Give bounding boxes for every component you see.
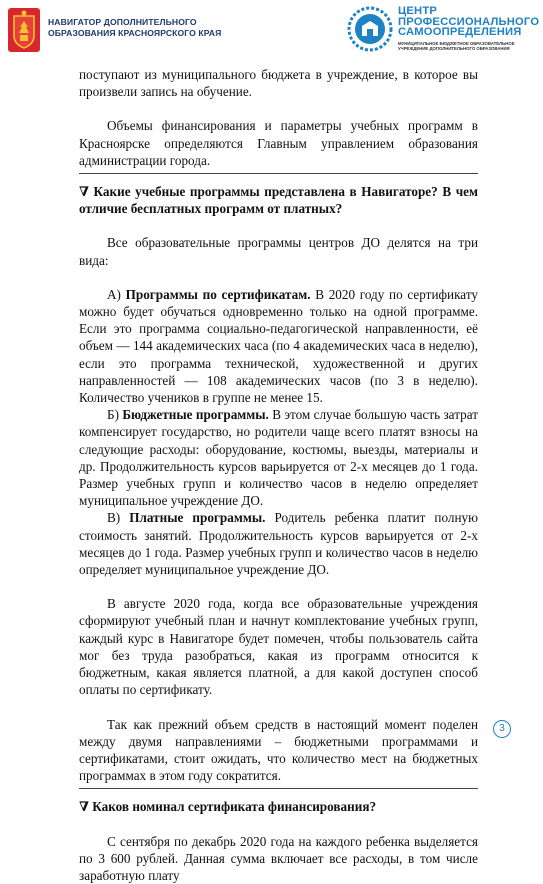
list-marker: В) — [107, 510, 130, 526]
list-item-b — [79, 406, 478, 509]
list-item-title: Бюджетные программы. — [122, 407, 269, 423]
list-marker: А) — [107, 286, 126, 302]
list-marker: Б) — [107, 407, 123, 423]
paragraph: Все образовательные программы центров ДО делятся на три вида: — [79, 235, 478, 268]
list-item-a — [79, 286, 478, 406]
list-item-title: Платные программы. — [129, 510, 266, 526]
cps-title-line2: ПРОФЕССИОНАЛЬНОГО — [398, 15, 540, 28]
cps-logo-icon — [347, 6, 393, 52]
list-item-title: Программы по сертификатам. — [125, 286, 311, 302]
navigator-title-line2: ОБРАЗОВАНИЯ КРАСНОЯРСКОГО КРАЯ — [48, 28, 222, 38]
cps-title — [398, 6, 539, 51]
cps-title-line3: САМООПРЕДЕЛЕНИЯ — [398, 26, 522, 39]
navigator-title — [48, 17, 221, 39]
paragraph: Так как прежний объем средств в настоящий момент поделен между двумя направлениями – бюджетными программами и сертификатами, стоит ожидать, что количество мест на бюджетных программах в этом году сократится. — [79, 716, 478, 784]
question-heading: ∇ Каков номинал сертификата финансирования? — [79, 799, 377, 815]
list-item-text: Родитель ребенка платит полную стоимость занятий. Продолжительность курсов варьируется от 2-х месяцев до 1 года. Размер учебных групп и количество часов в неделю определяет муниципальное учреждение ДО. — [79, 510, 478, 578]
list-item-c — [79, 509, 478, 578]
paragraph: Объемы финансирования и параметры учебных программ в Красноярске определяются Главным управлением образования администрации города. — [79, 118, 478, 168]
paragraph: С сентября по декабрь 2020 года на каждого ребенка выделяется по 3 600 рублей. Данная сумма включает все расходы, в том числе заработную плату — [79, 833, 478, 883]
list-item-text: В этом случае большую часть затрат компенсирует государство, но родители чаще всего платят взносы на следующие расходы: оборудование, костюмы, выезды, материалы и др. Продолжительность курсов варьируется от 2-х месяцев до 1 года. Размер учебных групп и количество часов в неделю определяет муниципальное учреждение ДО. — [79, 407, 478, 509]
paragraph: В августе 2020 года, когда все образовательные учреждения сформируют учебный план и начнут комплектование учебных групп, каждый курс в Навигаторе будет помечен, чтобы пользователь сайта мог без труда разобраться, какая из программ относится к бюджетным, какая является платной, а для какой доступен способ оплаты по сертификату. — [79, 596, 478, 698]
page-header — [0, 0, 543, 60]
navigator-title-line1: НАВИГАТОР ДОПОЛНИТЕЛЬНОГО — [48, 17, 197, 27]
list-item-text: В 2020 году по сертификату можно будет обучаться одновременно только на одной программе. Если это программа социально-педагогической направленности, её объем — 144 академических часа (по 4 академических часа в неделю), если это программа технической, художественной и других направленностей — 108 академических часов (по 3 в неделю). Количество учеников в группе не менее 15. — [79, 286, 478, 406]
document-body — [79, 66, 478, 884]
paragraph: поступают из муниципального бюджета в учреждение, в которое вы произвели запись на обучение. — [79, 67, 478, 100]
question-heading: ∇ Какие учебные программы представлена в Навигаторе? В чем отличие бесплатных программ от платных? — [79, 184, 478, 217]
page-number: 3 — [493, 720, 511, 738]
krasnoyarsk-coat-of-arms-icon — [8, 8, 40, 52]
cps-subtitle: МУНИЦИПАЛЬНОЕ БЮДЖЕТНОЕ ОБРАЗОВАТЕЛЬНОЕ УЧРЕЖДЕНИЕ ДОПОЛНИТЕЛЬНОГО ОБРАЗОВАНИЯ — [398, 40, 515, 51]
cps-title-line1: ЦЕНТР — [398, 5, 438, 17]
